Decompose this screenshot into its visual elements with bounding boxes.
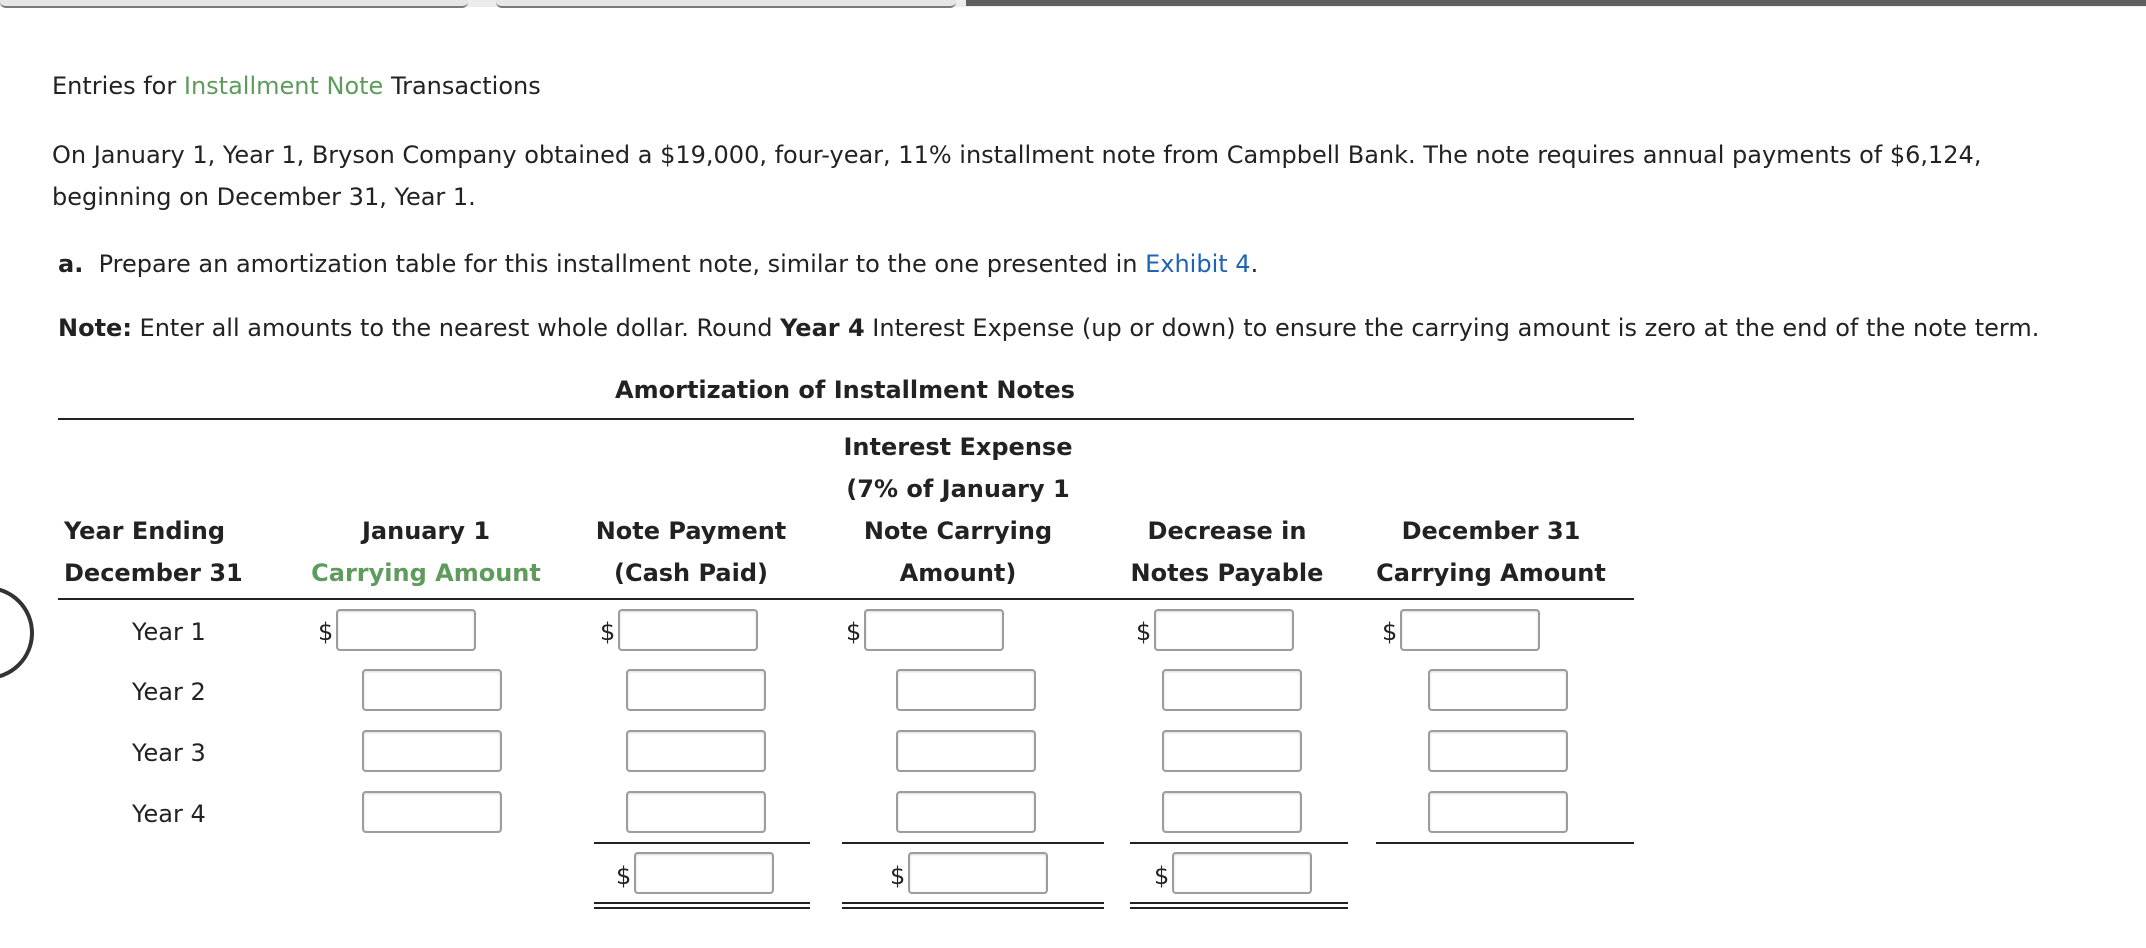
question-end: . (1250, 250, 1259, 278)
header-decrease-notes (1112, 510, 1342, 594)
dollar-sign: $ (1136, 618, 1152, 646)
double-rule-interest-2 (842, 907, 1104, 909)
dollar-sign: $ (318, 618, 334, 646)
header-year-ending-line2: December 31 (64, 559, 243, 587)
header-interest-line1: Interest Expense (843, 433, 1073, 461)
note-bold-year4: Year 4 (780, 314, 865, 342)
question-text: Prepare an amortization table for this installment note, similar to the one presented in (98, 250, 1146, 278)
carrying-amount-term[interactable]: Carrying Amount (311, 559, 541, 587)
dollar-sign: $ (1382, 618, 1398, 646)
year4-dec31-carrying-input[interactable] (1428, 791, 1568, 833)
double-rule-decrease-1 (1130, 902, 1348, 904)
header-decrease-line1: Decrease in (1147, 517, 1307, 545)
year2-jan1-carrying-input[interactable] (362, 669, 502, 711)
question-a (58, 250, 1258, 278)
top-rule (966, 0, 2146, 6)
year2-dec31-carrying-input[interactable] (1428, 669, 1568, 711)
row-label-year-2: Year 2 (132, 678, 206, 706)
total-note-payment-input[interactable] (634, 852, 774, 894)
total-rule-payment (594, 842, 810, 844)
row-label-year-4: Year 4 (132, 800, 206, 828)
year1-dec31-carrying-input[interactable] (1400, 609, 1540, 651)
dollar-sign: $ (846, 618, 862, 646)
dollar-sign: $ (600, 618, 616, 646)
header-dec31-carrying (1366, 510, 1616, 594)
header-interest-expense (824, 426, 1092, 594)
dollar-sign: $ (616, 862, 632, 890)
title-prefix: Entries for (52, 72, 184, 100)
header-interest-line4: Amount) (899, 559, 1017, 587)
header-payment-line1: Note Payment (595, 517, 787, 545)
note-label: Note: (58, 314, 132, 342)
year1-jan1-carrying-input[interactable] (336, 609, 476, 651)
double-rule-payment-1 (594, 902, 810, 904)
year1-interest-expense-input[interactable] (864, 609, 1004, 651)
header-decrease-line2: Notes Payable (1130, 559, 1324, 587)
header-interest-line3: Note Carrying (863, 517, 1053, 545)
header-jan1-line1: January 1 (361, 517, 491, 545)
table-top-rule (58, 418, 1634, 420)
total-rule-interest (842, 842, 1104, 844)
double-rule-interest-1 (842, 902, 1104, 904)
top-tab-bar (0, 0, 2146, 7)
exhibit-4-link[interactable]: Exhibit 4 (1145, 250, 1251, 278)
table-title: Amortization of Installment Notes (615, 376, 1075, 404)
year2-interest-expense-input[interactable] (896, 669, 1036, 711)
year3-dec31-carrying-input[interactable] (1428, 730, 1568, 772)
double-rule-decrease-2 (1130, 907, 1348, 909)
header-year-ending-line1: Year Ending (64, 517, 225, 545)
year3-interest-expense-input[interactable] (896, 730, 1036, 772)
installment-note-term[interactable]: Installment Note (183, 72, 384, 100)
header-dec31-line1: December 31 (1401, 517, 1581, 545)
year4-note-payment-input[interactable] (626, 791, 766, 833)
header-note-payment (582, 510, 800, 594)
total-decrease-notes-input[interactable] (1172, 852, 1312, 894)
year4-jan1-carrying-input[interactable] (362, 791, 502, 833)
note-text-1: Enter all amounts to the nearest whole dollar. Round (131, 314, 781, 342)
header-bottom-rule (58, 598, 1634, 600)
note-text-2: Interest Expense (up or down) to ensure the carrying amount is zero at the end of the note term. (864, 314, 2040, 342)
year2-note-payment-input[interactable] (626, 669, 766, 711)
header-year-ending (64, 510, 243, 594)
note-instruction (58, 314, 2039, 342)
tab-middle[interactable] (496, 0, 956, 8)
total-rule-dec31 (1376, 842, 1634, 844)
year1-note-payment-input[interactable] (618, 609, 758, 651)
page-title (52, 72, 541, 100)
row-label-year-3: Year 3 (132, 739, 206, 767)
tab-left[interactable] (0, 0, 468, 8)
circle-icon[interactable] (0, 586, 34, 680)
year3-note-payment-input[interactable] (626, 730, 766, 772)
year2-decrease-notes-input[interactable] (1162, 669, 1302, 711)
year4-decrease-notes-input[interactable] (1162, 791, 1302, 833)
header-payment-line2: (Cash Paid) (613, 559, 769, 587)
year1-decrease-notes-input[interactable] (1154, 609, 1294, 651)
header-dec31-line2: Carrying Amount (1376, 559, 1606, 587)
year3-decrease-notes-input[interactable] (1162, 730, 1302, 772)
dollar-sign: $ (890, 862, 906, 890)
year3-jan1-carrying-input[interactable] (362, 730, 502, 772)
header-interest-line2: (7% of January 1 (846, 475, 1070, 503)
question-label: a. (58, 250, 84, 278)
double-rule-payment-2 (594, 907, 810, 909)
year4-interest-expense-input[interactable] (896, 791, 1036, 833)
row-label-year-1: Year 1 (132, 618, 206, 646)
problem-statement: On January 1, Year 1, Bryson Company obtained a $19,000, four-year, 11% installment note from Campbell Bank. The note requires annual payments of $6,124, beginning on December 31, Year 1. (52, 141, 1982, 211)
header-jan1-carrying (300, 510, 552, 594)
dollar-sign: $ (1154, 862, 1170, 890)
total-interest-expense-input[interactable] (908, 852, 1048, 894)
title-suffix: Transactions (383, 72, 541, 100)
total-rule-decrease (1130, 842, 1348, 844)
